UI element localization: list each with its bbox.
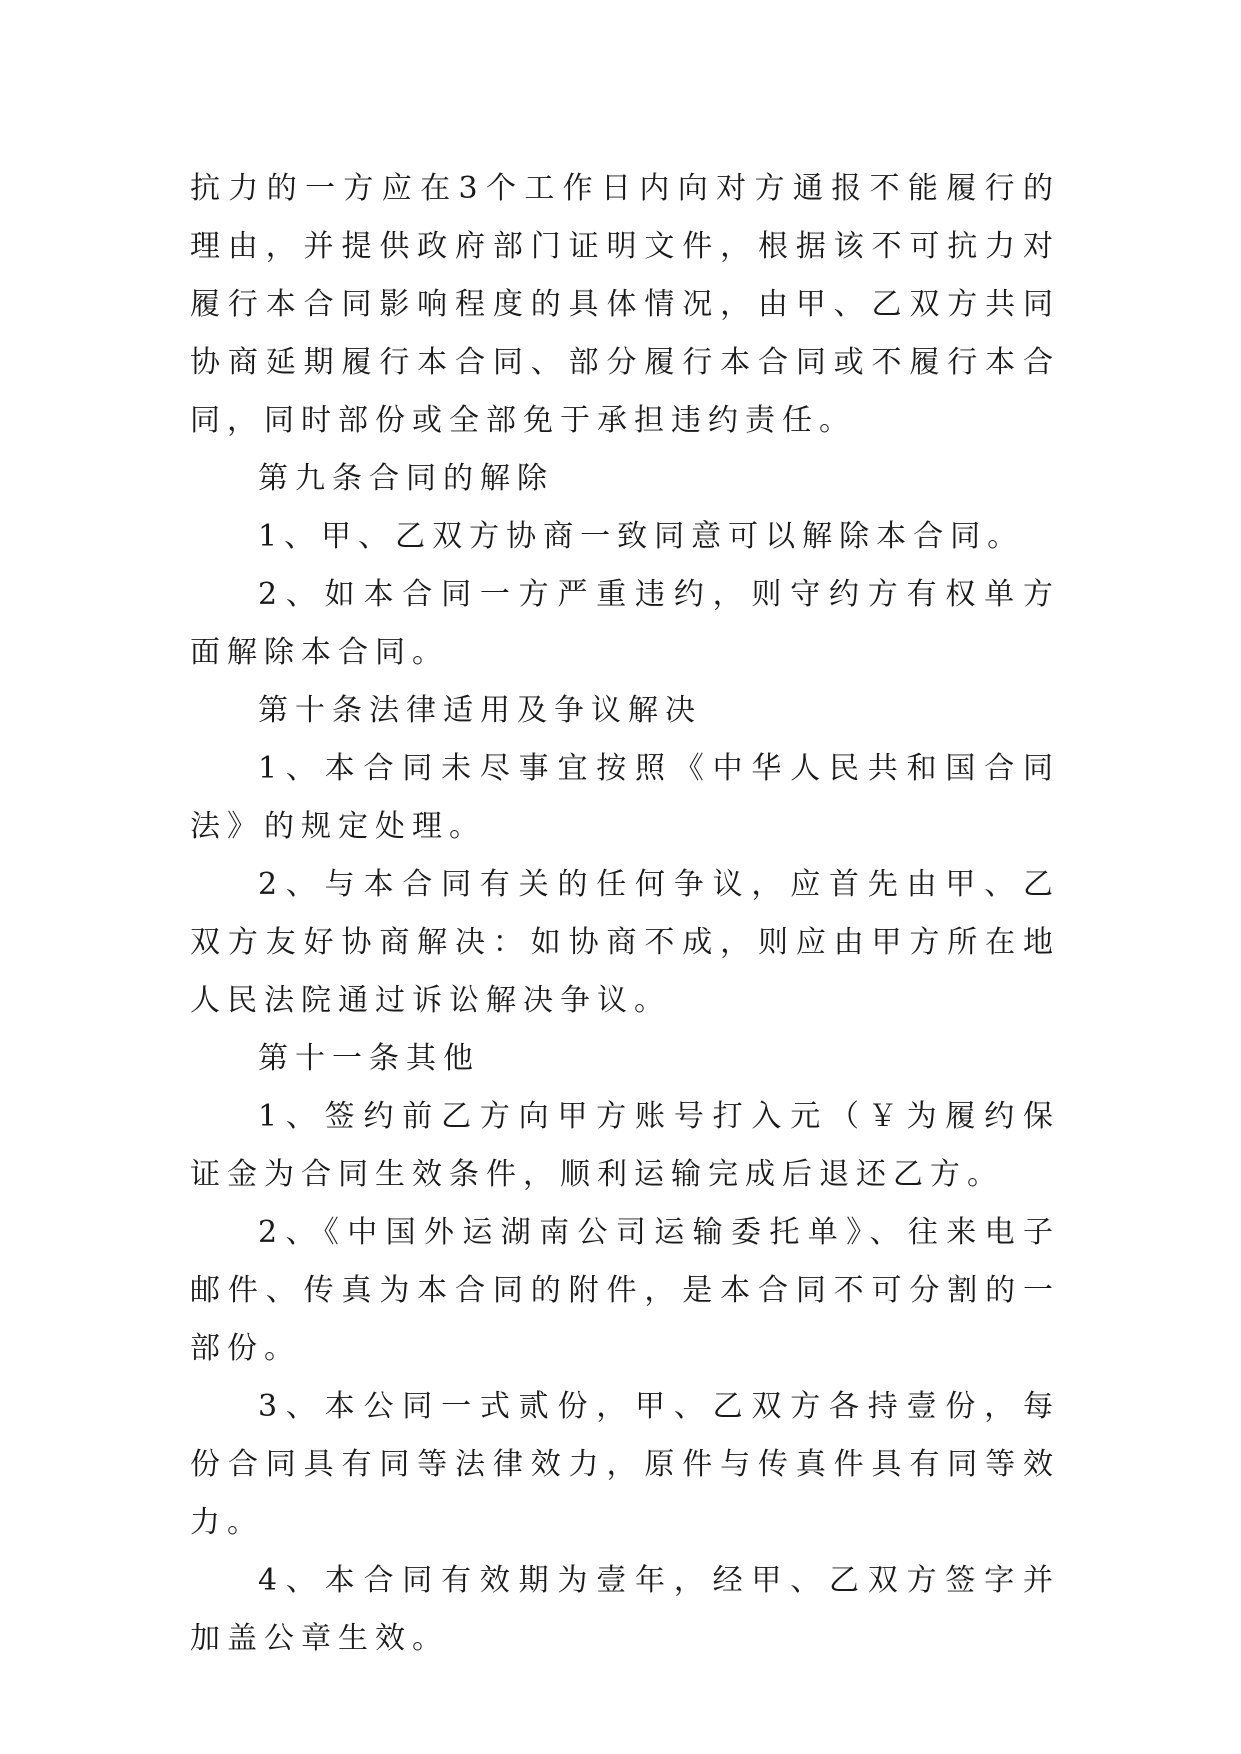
- paragraph-article-10-item-1: 1、本合同未尽事宜按照《中华人民共和国合同法》的规定处理。: [190, 751, 1060, 844]
- paragraph-article-11-item-3: 3、本公同一式贰份，甲、乙双方各持壹份，每份合同具有同等法律效力，原件与传真件具有同等效力。: [190, 1389, 1060, 1540]
- heading-article-10: 第十条法律适用及争议解决: [258, 693, 702, 728]
- document-body: [190, 160, 1060, 1668]
- paragraph-article-11-item-2: 2、《中国外运湖南公司运输委托单》、往来电子邮件、传真为本合同的附件，是本合同不可分割的一部份。: [190, 1215, 1060, 1366]
- paragraph-article-9-item-2: 2、如本合同一方严重违约，则守约方有权单方面解除本合同。: [190, 577, 1060, 670]
- paragraph-article-11-item-1: 1、签约前乙方向甲方账号打入元（￥为履约保证金为合同生效条件，顺利运输完成后退还乙方。: [190, 1099, 1060, 1192]
- paragraph-article-10-item-2: 2、与本合同有关的任何争议，应首先由甲、乙双方友好协商解决：如协商不成，则应由甲方所在地人民法院通过诉讼解决争议。: [190, 867, 1060, 1018]
- paragraph-article-11-item-4: 4、本合同有效期为壹年，经甲、乙双方签字并加盖公章生效。: [190, 1563, 1060, 1656]
- paragraph-article-9-item-1: 1、甲、乙双方协商一致同意可以解除本合同。: [258, 519, 1025, 554]
- paragraph-force-majeure-continued: 抗力的一方应在3个工作日内向对方通报不能履行的理由，并提供政府部门证明文件，根据该不可抗力对履行本合同影响程度的具体情况，由甲、乙双方共同协商延期履行本合同、部分履行本合同或不履行本合同，同时部份或全部免于承担违约责任。: [190, 171, 1060, 438]
- heading-article-11: 第十一条其他: [258, 1041, 480, 1076]
- heading-article-9: 第九条合同的解除: [258, 461, 554, 496]
